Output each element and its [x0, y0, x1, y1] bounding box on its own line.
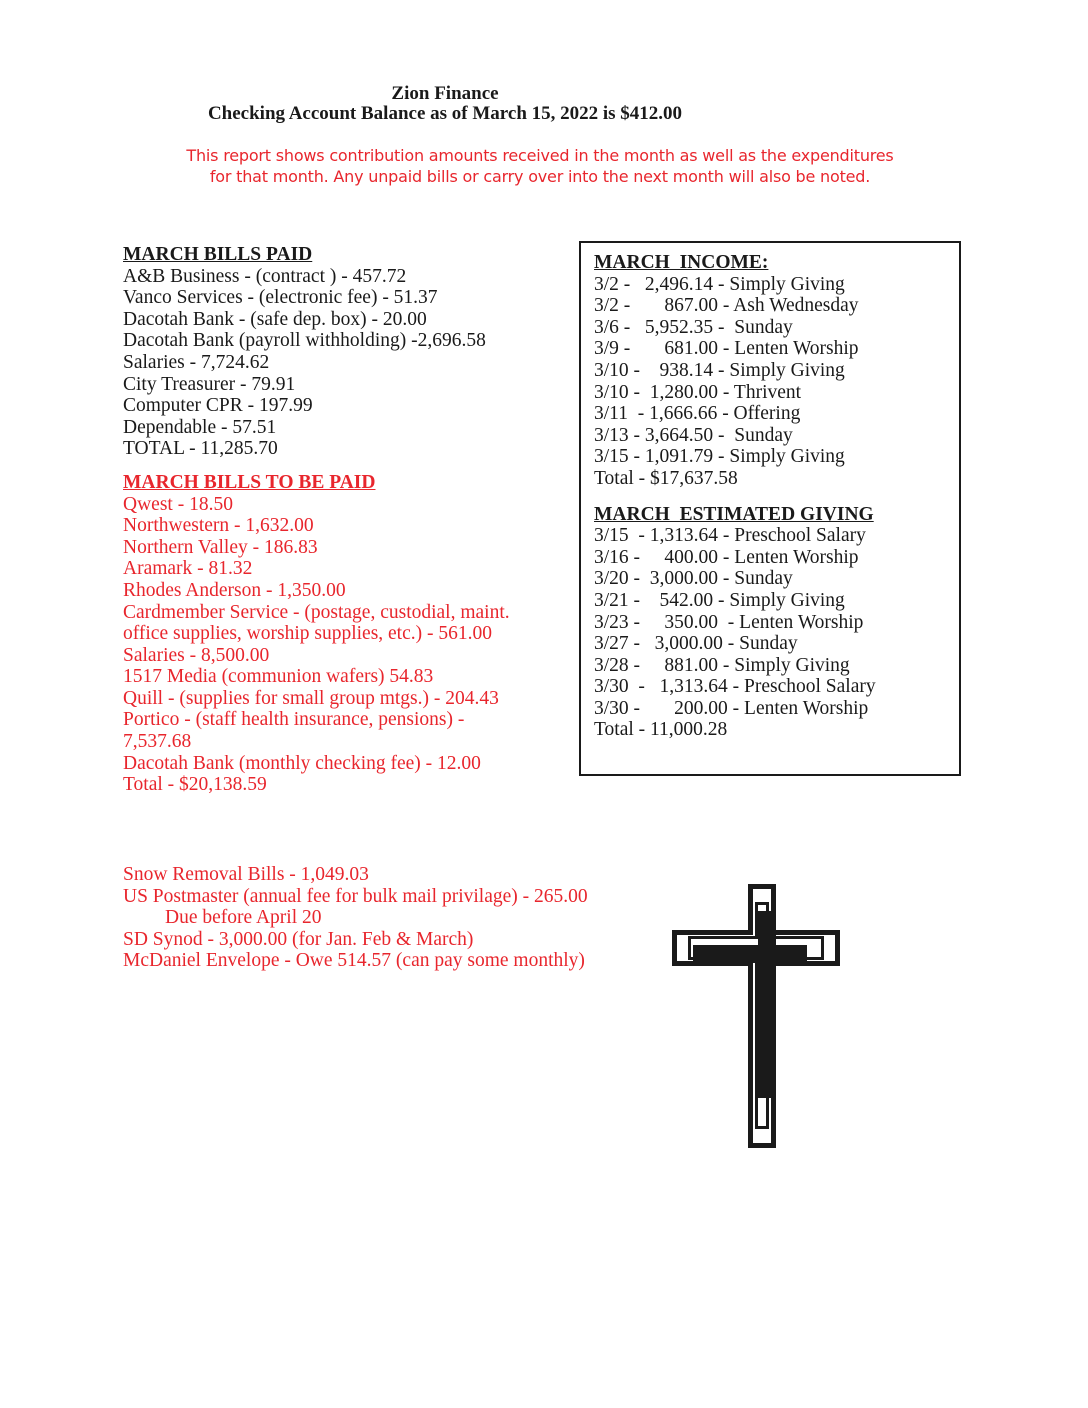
list-item: 3/9 - 681.00 - Lenten Worship	[594, 338, 859, 360]
list-item: 3/16 - 400.00 - Lenten Worship	[594, 546, 859, 568]
bills-to-pay-list	[123, 494, 510, 796]
bills-to-pay-title: MARCH BILLS TO BE PAID	[123, 471, 376, 493]
cross-icon	[672, 884, 840, 1148]
list-item: Salaries - 7,724.62	[123, 351, 270, 373]
estimated-total: Total - 11,000.28	[594, 719, 728, 741]
list-item: 3/30 - 200.00 - Lenten Worship	[594, 697, 869, 719]
list-item: Dacotah Bank (payroll withholding) -2,696.58	[123, 330, 486, 352]
list-item: SD Synod - 3,000.00 (for Jan. Feb & March)	[123, 928, 474, 950]
list-item: 3/30 - 1,313.64 - Preschool Salary	[594, 676, 876, 698]
intro-note	[100, 145, 980, 187]
list-item: 3/20 - 3,000.00 - Sunday	[594, 568, 793, 590]
list-item: Due before April 20	[165, 907, 322, 929]
bills-to-pay-total: Total - $20,138.59	[123, 774, 267, 796]
list-item: office supplies, worship supplies, etc.) - 561.00	[123, 623, 492, 645]
list-item: 3/10 - 938.14 - Simply Giving	[594, 359, 845, 381]
list-item: US Postmaster (annual fee for bulk mail privilage) - 265.00	[123, 885, 588, 907]
bills-column	[123, 244, 510, 796]
other-bills	[123, 864, 588, 972]
list-item: 3/28 - 881.00 - Simply Giving	[594, 654, 850, 676]
list-item: 3/2 - 2,496.14 - Simply Giving	[594, 273, 845, 295]
list-item: Portico - (staff health insurance, pensions) -	[123, 709, 465, 731]
list-item: Computer CPR - 197.99	[123, 395, 313, 417]
list-item: Dacotah Bank (monthly checking fee) - 12.00	[123, 752, 481, 774]
list-item: Quill - (supplies for small group mtgs.) - 204.43	[123, 687, 499, 709]
list-item: 3/13 - 3,664.50 - Sunday	[594, 424, 793, 446]
list-item: Snow Removal Bills - 1,049.03	[123, 864, 369, 885]
income-total: Total - $17,637.58	[594, 467, 738, 489]
bills-paid-total: TOTAL - 11,285.70	[123, 438, 278, 460]
list-item: 3/21 - 542.00 - Simply Giving	[594, 589, 845, 611]
section-spacer	[123, 460, 510, 472]
income-box	[579, 241, 961, 776]
list-item: McDaniel Envelope - Owe 514.57 (can pay some monthly)	[123, 950, 585, 972]
list-item: 3/10 - 1,280.00 - Thrivent	[594, 381, 802, 403]
list-item: 3/6 - 5,952.35 - Sunday	[594, 316, 793, 338]
estimated-title: MARCH ESTIMATED GIVING	[594, 503, 874, 525]
list-item: 3/15 - 1,313.64 - Preschool Salary	[594, 525, 866, 547]
income-list	[594, 274, 959, 468]
cross-inner-frame	[688, 902, 824, 1129]
list-item: 3/15 - 1,091.79 - Simply Giving	[594, 446, 845, 468]
intro-line-2: for that month. Any unpaid bills or carry over into the next month will also be noted.	[209, 167, 871, 186]
list-item: Vanco Services - (electronic fee) - 51.37	[123, 287, 438, 309]
report-header	[0, 84, 890, 124]
income-title: MARCH INCOME:	[594, 252, 769, 273]
list-item: Qwest - 18.50	[123, 493, 233, 515]
list-item: A&B Business - (contract ) - 457.72	[123, 265, 407, 287]
list-item: Northwestern - 1,632.00	[123, 515, 314, 537]
list-item: Dacotah Bank - (safe dep. box) - 20.00	[123, 308, 427, 330]
list-item: 7,537.68	[123, 731, 192, 753]
list-item: City Treasurer - 79.91	[123, 373, 296, 395]
bills-paid-title: MARCH BILLS PAID	[123, 244, 313, 265]
list-item: 3/23 - 350.00 - Lenten Worship	[594, 611, 864, 633]
list-item: 3/27 - 3,000.00 - Sunday	[594, 633, 798, 655]
list-item: Dependable - 57.51	[123, 416, 277, 438]
list-item: Aramark - 81.32	[123, 558, 253, 580]
list-item: 3/2 - 867.00 - Ash Wednesday	[594, 295, 859, 317]
estimated-list	[594, 525, 959, 719]
bills-paid-list	[123, 266, 510, 460]
section-spacer	[594, 490, 959, 504]
list-item: Salaries - 8,500.00	[123, 644, 270, 666]
balance-line: Checking Account Balance as of March 15, 2022 is $412.00	[207, 103, 683, 124]
list-item: Cardmember Service - (postage, custodial, maint.	[123, 601, 510, 623]
list-item: 1517 Media (communion wafers) 54.83	[123, 666, 434, 688]
list-item: Northern Valley - 186.83	[123, 536, 318, 558]
list-item: 3/11 - 1,666.66 - Offering	[594, 403, 801, 425]
list-item: Rhodes Anderson - 1,350.00	[123, 579, 346, 601]
report-title: Zion Finance	[391, 83, 499, 104]
intro-line-1: This report shows contribution amounts received in the month as well as the expenditures	[186, 146, 894, 165]
